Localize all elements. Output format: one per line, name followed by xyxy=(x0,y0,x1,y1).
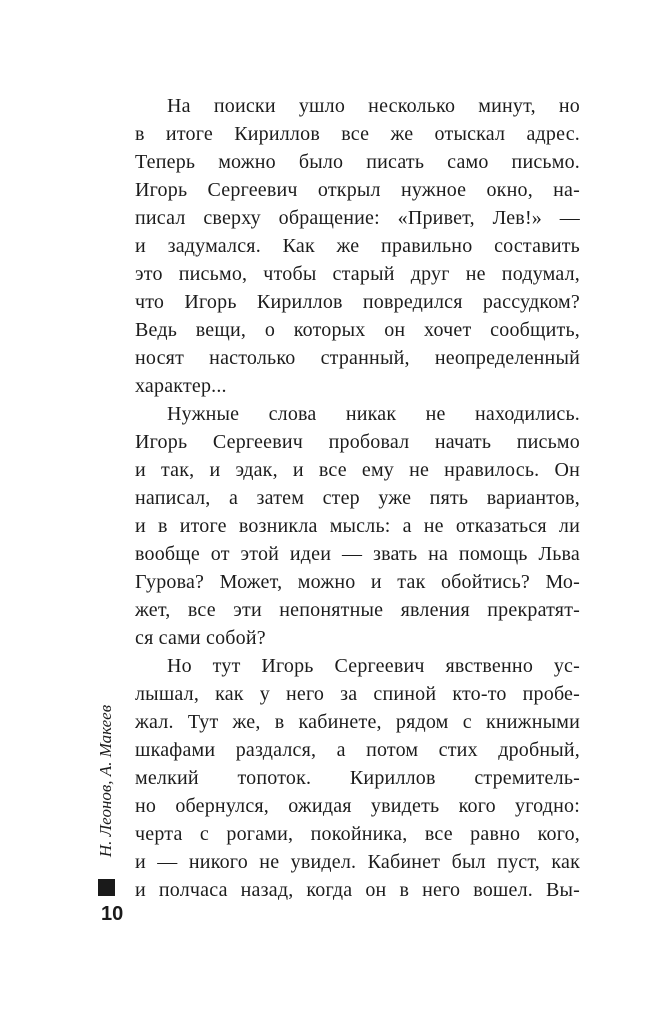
text-line: Теперь можно было писать само письмо. xyxy=(135,151,580,173)
text-line: Гурова? Может, можно и так обойтись? Мо- xyxy=(135,571,580,593)
text-line: шкафами раздался, а потом стих дробный, xyxy=(135,739,580,761)
text-line: Игорь Сергеевич открыл нужное окно, на- xyxy=(135,179,580,201)
text-line: На поиски ушло несколько минут, но xyxy=(167,95,580,117)
authors-vertical-label: Н. Леонов, А. Макеев xyxy=(96,704,115,858)
text-line: Ведь вещи, о которых он хочет сообщить, xyxy=(135,319,580,341)
text-line: характер... xyxy=(135,375,227,397)
text-line: черта с рогами, покойника, все равно кого, xyxy=(135,823,580,845)
text-line: носят настолько странный, неопределенный xyxy=(135,347,580,369)
text-line: вообще от этой идеи — звать на помощь Льва xyxy=(135,543,580,565)
text-line: в итоге Кириллов все же отыскал адрес. xyxy=(135,123,580,145)
text-line: написал, а затем стер уже пять вариантов, xyxy=(135,487,580,509)
text-line: и полчаса назад, когда он в него вошел. Вы- xyxy=(135,879,580,901)
text-line: это письмо, чтобы старый друг не подумал, xyxy=(135,263,580,285)
text-line: лышал, как у него за спиной кто-то пробе- xyxy=(135,683,580,705)
text-line: и в итоге возникла мысль: а не отказаться ли xyxy=(135,515,580,537)
text-line: Нужные слова никак не находились. xyxy=(167,403,580,425)
text-line: писал сверху обращение: «Привет, Лев!» — xyxy=(135,207,580,229)
text-line: Игорь Сергеевич пробовал начать письмо xyxy=(135,431,580,453)
text-line: жал. Тут же, в кабинете, рядом с книжными xyxy=(135,711,580,733)
text-line: жет, все эти непонятные явления прекратят- xyxy=(135,599,580,621)
text-line: и — никого не увидел. Кабинет был пуст, как xyxy=(135,851,580,873)
text-line: но обернулся, ожидая увидеть кого угодно: xyxy=(135,795,580,817)
text-line: ся сами собой? xyxy=(135,627,266,649)
text-line: Но тут Игорь Сергеевич явственно ус- xyxy=(167,655,580,677)
text-line: и задумался. Как же правильно составить xyxy=(135,235,580,257)
square-marker xyxy=(98,879,115,896)
text-line: мелкий топоток. Кириллов стремитель- xyxy=(135,767,580,789)
page-text xyxy=(135,92,580,904)
text-line: что Игорь Кириллов повредился рассудком? xyxy=(135,291,580,313)
text-line: и так, и эдак, и все ему не нравилось. Он xyxy=(135,459,580,481)
page-number: 10 xyxy=(101,903,124,925)
